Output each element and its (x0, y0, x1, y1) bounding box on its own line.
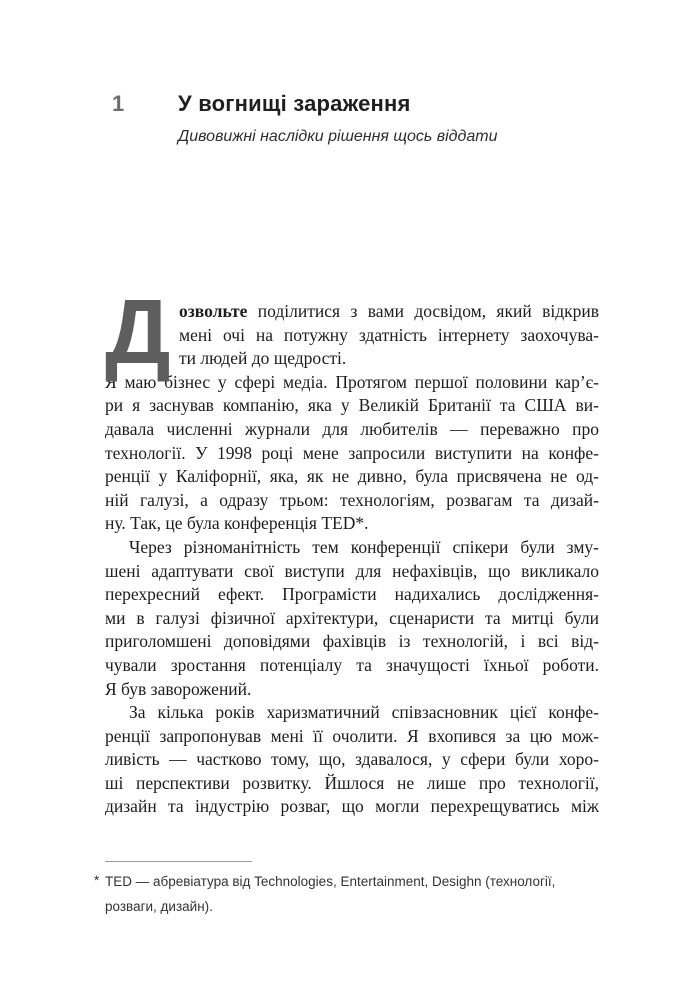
body-text (105, 281, 599, 819)
chapter-number: 1 (112, 91, 125, 116)
chapter-subtitle: Дивовижні наслідки рішення щось віддати (178, 128, 498, 145)
body-line: Я маю бізнес у сфері медіа. Протягом першої половини кар’є- (105, 371, 599, 392)
body-line: приголомшені доповідями фахівців із технологій, і всі від- (105, 631, 599, 652)
body-line: ри я заснував компанію, яка у Великій Британії та США ви- (105, 395, 599, 416)
body-line (179, 300, 599, 324)
opening-lines (179, 300, 599, 371)
chapter-header (112, 90, 497, 147)
body-line: технології. У 1998 році мене запросили виступити на конфе- (105, 442, 599, 463)
body-line: дизайн та індустрію розваг, що могли перехрещуватись між (105, 796, 599, 817)
paragraph-media-business (105, 371, 599, 536)
footnote-divider (105, 861, 252, 862)
paragraph-took-over-ted (105, 701, 599, 819)
body-line: чували зростання потенціалу та значущості їхньої роботи. (105, 654, 599, 675)
chapter-titles (178, 90, 497, 147)
body-line: ній галузі, а одразу трьом: технологіям, розвагам та дизай- (105, 489, 599, 510)
body-line: давала численні журнали для любителів — переважно про (105, 418, 599, 439)
body-line: ливість — частково тому, що, здавалося, у сфери були хоро- (105, 749, 599, 770)
body-line: перехресний ефект. Програмісти надихались дослідження- (105, 584, 599, 605)
footnote-line: розваги, дизайн). (105, 899, 213, 914)
footnote-line: TED — абревіатура від Technologies, Entertainment, Desighn (технології, (105, 874, 556, 889)
dropcap-letter (105, 281, 179, 383)
body-line: ші перспективи розвитку. Йшлося не лише про технології, (105, 772, 599, 793)
body-line: ренції запропонував мені її очолити. Я вхопився за цю мож- (105, 725, 599, 746)
chapter-title: У вогнищі зараження (178, 91, 411, 116)
body-line: ми в галузі фізичної архітектури, сценаристи та митці були (105, 607, 599, 628)
dropcap-glyph: Д (105, 281, 171, 383)
body-line: Я був заворожений. (105, 678, 252, 699)
body-line: За кілька років харизматичний співзасновник цієї конфе- (129, 702, 599, 723)
body-line: шені адаптувати свої виступи для нефахівців, що викликало (105, 560, 599, 581)
body-line: ну. Так, це була конференція TED*. (105, 513, 369, 534)
footnote (94, 861, 610, 919)
body-line: Через різноманітність тем конференції спікери були зму- (129, 536, 599, 557)
body-line: мені очі на потужну здатність інтернету заохочува- (179, 324, 599, 345)
body-line: ренції у Каліфорнії, яка, як не дивно, була присвячена не од- (105, 466, 599, 487)
paragraph-conference-effect (105, 536, 599, 701)
footnote-marker: * (94, 873, 100, 888)
lead-bold-word: озвольте (179, 301, 248, 321)
body-line: ти людей до щедрості. (179, 348, 347, 369)
body-line-text: поділитися з вами досвідом, який відкрив (247, 301, 599, 321)
footnote-body (94, 869, 610, 919)
